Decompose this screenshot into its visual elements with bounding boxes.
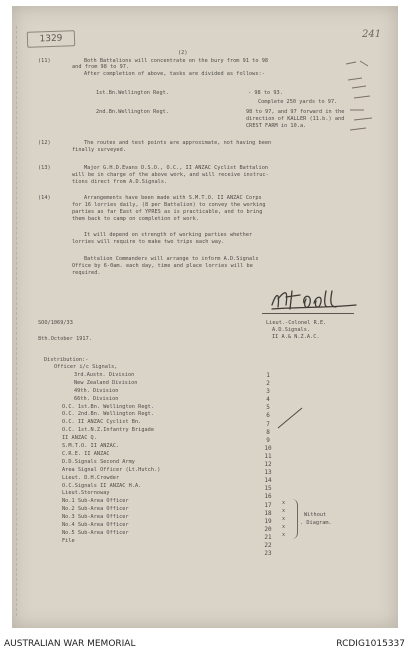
para-14-line-2: for 16 lorries daily, (8 per Battalion) to convey the working: [72, 202, 266, 208]
distribution-item: O.C.Signals II ANZAC H.A.: [62, 482, 142, 489]
distribution-item: O.C. 1st.N.Z.Infantry Brigade: [62, 427, 155, 434]
copy-number: 22: [264, 541, 272, 549]
distribution-item: No.3 Sub-Area Officer: [62, 514, 129, 521]
copy-number: 17: [264, 501, 272, 509]
distribution-item: Lieut.Stornoway: [62, 490, 110, 497]
signature: [266, 283, 361, 317]
copy-number: 6: [266, 412, 270, 420]
para-14-line-7: Battalion Commanders will arrange to inform A.D.Signals: [84, 256, 259, 262]
distribution-item: O.C. II ANZAC Cyclist Bn.: [62, 419, 142, 426]
diagram-label: . Diagram.: [300, 520, 332, 526]
distribution-item: No.5 Sub-Area Officer: [62, 529, 129, 536]
para-11-line-2: and from 98 to 97.: [72, 64, 130, 70]
copy-number: 10: [264, 444, 272, 452]
signature-rule: [262, 313, 354, 314]
copy-number: 2: [266, 380, 270, 388]
copy-number: 11: [264, 452, 272, 460]
footer-bar: [0, 636, 409, 653]
x-mark: x: [282, 500, 286, 506]
copy-number: 8: [266, 428, 270, 436]
distribution-item: No.1 Sub-Area Officer: [62, 498, 129, 505]
distribution-item: Lieut. D.H.Crowder: [62, 474, 120, 481]
task-1st-bn-detail-2: Complete 250 yards to 97.: [258, 99, 338, 105]
copy-number: 4: [266, 396, 270, 404]
copy-number: 21: [264, 533, 272, 541]
brace: [291, 499, 298, 539]
task-1st-bn: 1st.Bn.Wellington Regt.: [96, 90, 169, 96]
distribution-item: II ANZAC Q.: [62, 435, 97, 442]
x-mark: x: [282, 516, 286, 522]
distribution-item: O.C. 1st.Bn. Wellington Regt.: [62, 403, 155, 410]
distribution-item: New Zealand Division: [74, 379, 138, 386]
distribution-heading: Distribution:-: [44, 357, 89, 363]
copy-number: 19: [264, 517, 272, 525]
para-14-line-6: lorries will require to make two trips each way.: [72, 239, 225, 245]
distribution-item: D.D.Signals Second Army: [62, 458, 135, 465]
task-1st-bn-detail: - 98 to 93.: [248, 90, 283, 96]
task-2nd-bn: 2nd.Bn.Wellington Regt.: [96, 109, 169, 115]
copy-number: 7: [266, 420, 270, 428]
copy-number: 12: [264, 461, 272, 469]
copy-number: 14: [264, 477, 272, 485]
signatory-unit: II A.& N.Z.A.C.: [272, 334, 320, 340]
signatory-role: A.D.Signals.: [272, 327, 311, 333]
copy-numbers-column: [262, 372, 274, 558]
para-14-line-3: parties as far East of YPRES as is practicable, and to bring: [72, 209, 263, 215]
footer-id: RCDIG1015337: [336, 639, 405, 649]
footer-source: AUSTRALIAN WAR MEMORIAL: [4, 639, 136, 649]
copy-number: 15: [264, 485, 272, 493]
copy-number: 1: [266, 372, 270, 379]
distribution-item: C.R.E. II ANZAC: [62, 450, 110, 457]
para-13-line-2: will be in charge of the above work, and will receive instruc-: [72, 172, 269, 178]
distribution-item: 66th. Division: [74, 395, 119, 402]
x-mark: x: [282, 532, 286, 538]
pen-stroke: [276, 404, 304, 430]
distribution-item: File: [62, 537, 75, 544]
document-date: 8th.October 1917.: [38, 336, 92, 342]
copy-number: 5: [266, 404, 270, 412]
copy-number: 18: [264, 509, 272, 517]
distribution-item: O.C. 2nd.Bn. Wellington Regt.: [62, 411, 155, 418]
copy-number: 9: [266, 436, 270, 444]
para-13-line-1: Major G.H.D.Evans D.S.O., O.C., II ANZAC Cyclist Battalion: [84, 165, 269, 171]
copy-number: 20: [264, 525, 272, 533]
task-2nd-bn-detail-3: CREST FARM in 10.a.: [246, 123, 307, 129]
without-label: Without: [304, 512, 327, 518]
para-14-line-8: Office by 6-0am. each day, time and place lorries will be: [72, 263, 253, 269]
para-12-line-2: finally surveyed.: [72, 147, 126, 153]
margin-annotations: [344, 58, 394, 138]
distribution-item: No.4 Sub-Area Officer: [62, 522, 129, 528]
task-2nd-bn-detail-2: direction of KALLER (11.b.) and: [246, 116, 345, 122]
para-14-line-9: required.: [72, 270, 101, 276]
copy-number: 23: [264, 550, 272, 558]
distribution-item: Officer i/c Signals,: [54, 364, 118, 370]
distribution-item: Area Signal Officer (Lt.Hutch.): [62, 466, 161, 473]
signatory-rank: Lieut.-Colonel R.E.: [266, 320, 327, 326]
copy-number: 13: [264, 469, 272, 477]
para-11-number: (11): [38, 58, 51, 64]
para-11-line-3: After completion of above, tasks are divided as follows:-: [84, 71, 265, 77]
page-number-handwritten: 241: [362, 29, 382, 40]
punch-edge: [16, 26, 19, 616]
x-mark: x: [282, 524, 286, 530]
task-2nd-bn-detail-1: 98 to 97, and 97 forward in the: [246, 109, 345, 115]
copy-number: 3: [266, 388, 270, 396]
distribution-item: S.M.T.O. II ANZAC.: [62, 443, 120, 449]
distribution-item: No.2 Sub-Area Officer: [62, 506, 129, 513]
para-11-line-1: Both Battalions will concentrate on the bury from 91 to 98: [84, 58, 269, 64]
distribution-item: 49th. Division: [74, 387, 119, 394]
para-14-line-1: Arrangements have been made with S.M.T.O. II ANZAC Corps: [84, 195, 262, 201]
para-13-line-3: tions direct from A.D.Signals.: [72, 179, 168, 185]
distribution-item: 3rd.Austn. Division: [74, 371, 135, 378]
file-stamp: 1329: [27, 30, 76, 48]
reference-number: SOO/1069/33: [38, 320, 73, 326]
para-12-line-1: The routes and test points are approximate, not having been: [84, 140, 272, 146]
copy-number: 16: [264, 493, 272, 501]
para-14-line-5: It will depend on strength of working parties whether: [84, 232, 253, 238]
para-12-number: (12): [38, 140, 51, 146]
page-marker: (2): [178, 50, 188, 56]
para-13-number: (13): [38, 165, 51, 171]
x-mark: x: [282, 508, 286, 514]
para-14-number: (14): [38, 195, 51, 201]
para-14-line-4: them back to camp on completion of work.: [72, 216, 199, 222]
